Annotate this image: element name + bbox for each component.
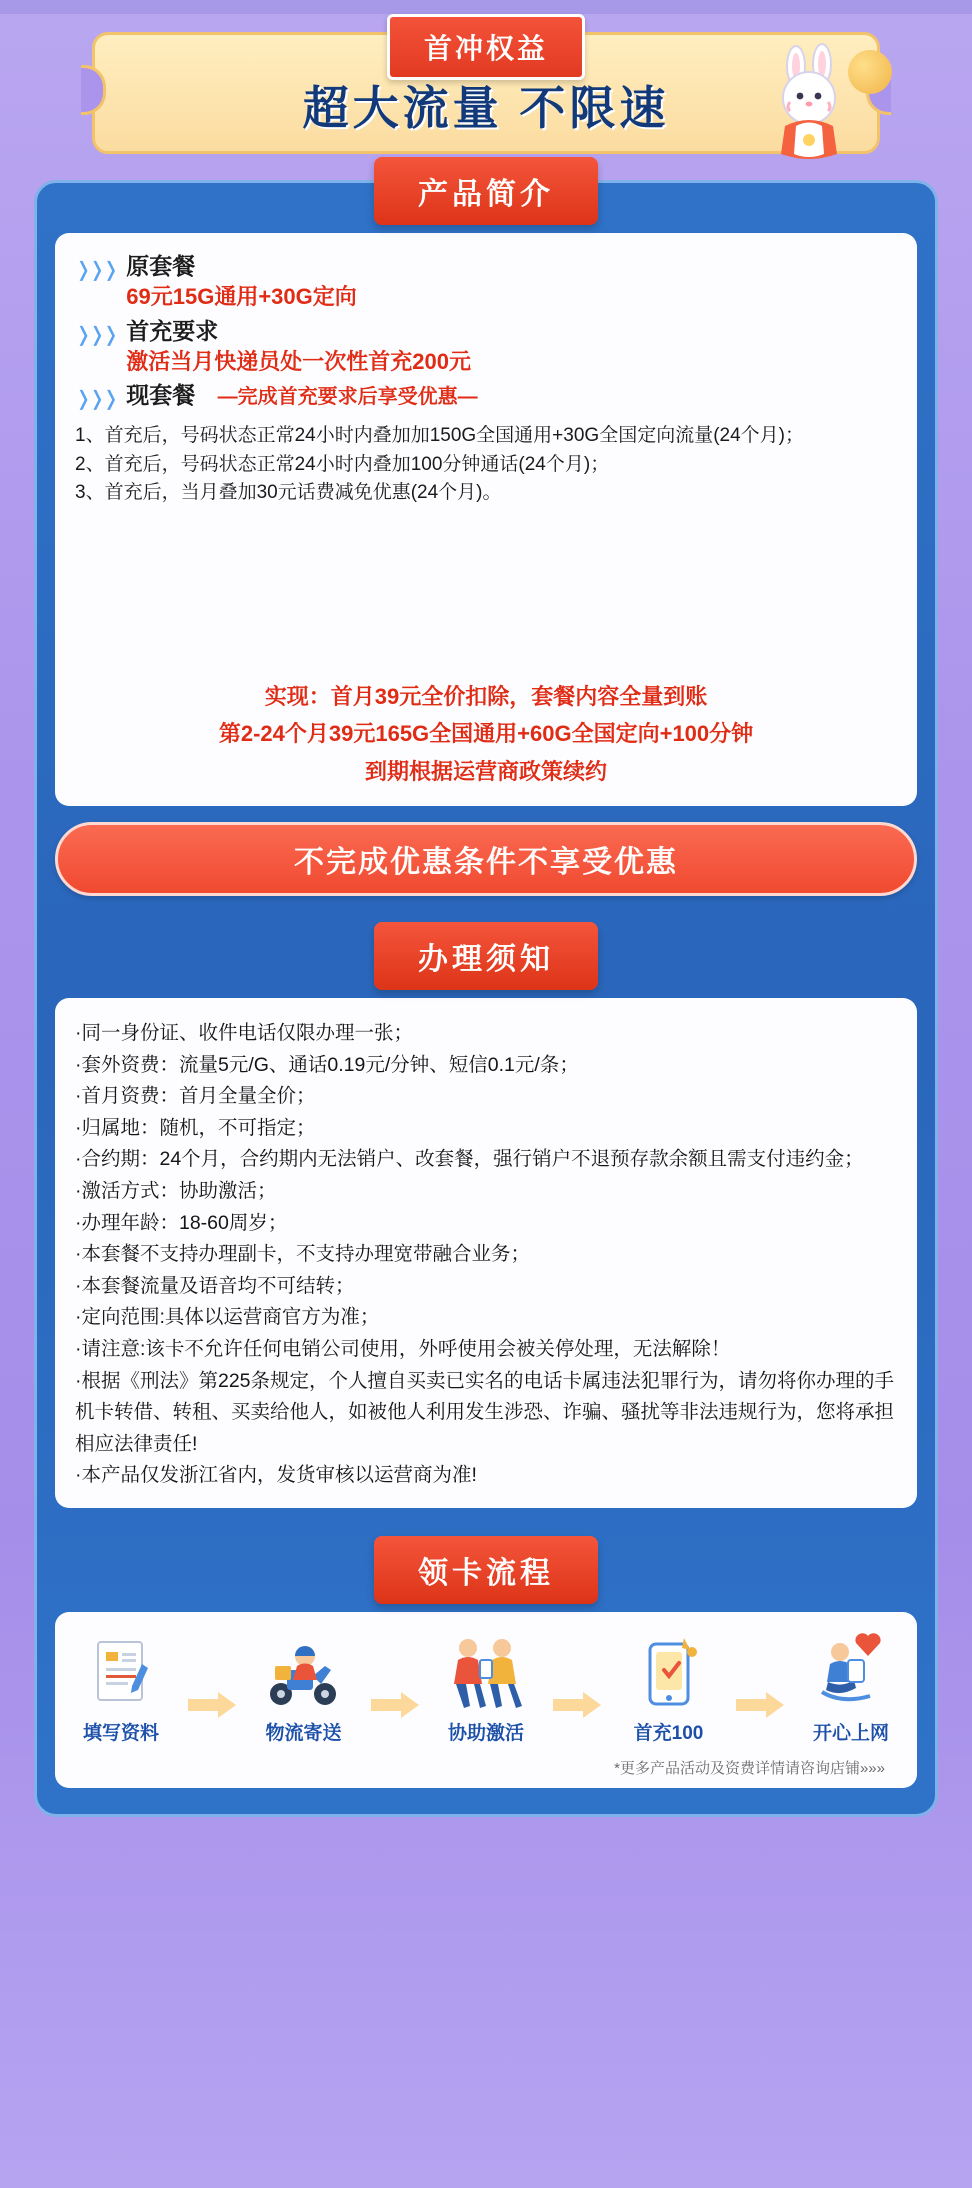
product-intro-card bbox=[55, 233, 917, 806]
bottom-padding bbox=[0, 1817, 972, 1857]
main-panel bbox=[34, 180, 938, 1817]
flow-heading bbox=[37, 1536, 935, 1598]
intro-row bbox=[75, 316, 897, 377]
product-intro-heading bbox=[37, 157, 935, 219]
notice-item: ·本套餐流量及语音均不可结转； bbox=[75, 1274, 355, 1297]
notice-item: ·根据《刑法》第225条规定，个人擅自买卖已实名的电话卡属违法犯罪行为，请勿将你办理的手机卡转借、转租、买卖给他人，如被他人利用发生涉恐、诈骗、骚扰等非法违规行为，您将承担相应法律责任! bbox=[75, 1369, 895, 1455]
flow-heading-label: 领卡流程 bbox=[374, 1536, 598, 1604]
form-document-icon bbox=[65, 1630, 177, 1710]
notice-item: ·归属地：随机，不可指定； bbox=[75, 1116, 316, 1139]
term-item: 1、首充后，号码状态正常24小时内叠加加150G全国通用+30G全国定向流量(24个月)； bbox=[75, 425, 804, 447]
flow-step bbox=[430, 1630, 542, 1745]
first-recharge-ribbon: 首冲权益 bbox=[387, 14, 585, 80]
happy-surfing-icon bbox=[795, 1630, 907, 1710]
notice-item: ·套外资费：流量5元/G、通话0.19元/分钟、短信0.1元/条； bbox=[75, 1053, 579, 1076]
notice-item: ·定向范围:具体以运营商官方为准； bbox=[75, 1306, 380, 1329]
chevron-right-icon: ❭❭❭ bbox=[75, 259, 117, 281]
intro-row-title: 首充要求 bbox=[126, 317, 219, 344]
notice-item: ·首月资费：首月全量全价； bbox=[75, 1085, 316, 1108]
notice-item: ·合约期：24个月，合约期内无法销户、改套餐，强行销户不退预存款余额且需支付违约金； bbox=[75, 1148, 864, 1171]
flow-step bbox=[613, 1630, 725, 1745]
chevron-right-icon: ❭❭❭ bbox=[75, 388, 117, 411]
flow-step-label: 物流寄送 bbox=[265, 1722, 342, 1744]
flow-arrow-icon bbox=[733, 1665, 787, 1745]
intro-row-title-text: 现套餐 bbox=[126, 382, 196, 409]
phone-recharge-icon bbox=[613, 1630, 725, 1710]
rabbit-mascot-icon bbox=[752, 42, 872, 162]
warning-pill: 不完成优惠条件不享受优惠 bbox=[55, 822, 917, 896]
highlight-item: 实现：首月39元全价扣除，套餐内容全量到账 bbox=[264, 683, 708, 709]
assist-activate-people-icon bbox=[430, 1630, 542, 1710]
intro-row bbox=[75, 380, 897, 414]
flow-arrow-icon bbox=[550, 1665, 604, 1745]
flow-footnote: *更多产品活动及资费详情请咨询店铺»»» bbox=[614, 1759, 885, 1777]
notice-heading-label: 办理须知 bbox=[374, 922, 598, 990]
flow-step bbox=[795, 1630, 907, 1745]
flow-step-label: 协助激活 bbox=[447, 1722, 524, 1744]
notice-card bbox=[55, 998, 917, 1508]
flow-arrow-icon bbox=[368, 1665, 422, 1745]
flow-step bbox=[248, 1630, 360, 1745]
product-intro-heading-label: 产品简介 bbox=[374, 157, 598, 225]
top-banner bbox=[78, 14, 894, 154]
intro-row-note: —完成首充要求后享受优惠— bbox=[217, 386, 478, 409]
notice-heading bbox=[37, 922, 935, 984]
notice-list bbox=[75, 1018, 897, 1492]
notice-item: ·请注意:该卡不允许任何电销公司使用，外呼使用会被关停处理，无法解除！ bbox=[75, 1337, 731, 1360]
term-item: 2、首充后，号码状态正常24小时内叠加100分钟通话(24个月)； bbox=[75, 453, 610, 475]
notice-item: ·办理年龄：18-60周岁； bbox=[75, 1211, 288, 1234]
delivery-scooter-icon bbox=[248, 1630, 360, 1710]
flow-step bbox=[65, 1630, 177, 1745]
flow-card bbox=[55, 1612, 917, 1788]
intro-row bbox=[75, 251, 897, 312]
intro-spacer bbox=[75, 508, 897, 668]
flow-steps bbox=[65, 1630, 907, 1745]
notice-item: ·本套餐不支持办理副卡，不支持办理宽带融合业务； bbox=[75, 1243, 530, 1266]
notice-item: ·激活方式：协助激活； bbox=[75, 1180, 277, 1203]
highlight-item: 到期根据运营商政策续约 bbox=[364, 758, 607, 784]
flow-step-label: 填写资料 bbox=[82, 1722, 159, 1744]
chevron-right-icon: ❭❭❭ bbox=[75, 323, 117, 346]
flow-step-label: 首充100 bbox=[633, 1722, 704, 1744]
notice-item: ·本产品仅发浙江省内，发货审核以运营商为准! bbox=[75, 1464, 477, 1487]
highlight-block bbox=[75, 678, 897, 790]
intro-row-sub: 69元15G通用+30G定向 bbox=[126, 284, 357, 310]
intro-row-sub: 激活当月快递员处一次性首充200元 bbox=[126, 348, 471, 374]
intro-row-title bbox=[126, 380, 897, 411]
notice-item: ·同一身份证、收件电话仅限办理一张； bbox=[75, 1022, 413, 1045]
intro-row-title: 原套餐 bbox=[126, 253, 196, 279]
flow-step-label: 开心上网 bbox=[812, 1722, 889, 1744]
highlight-item: 第2-24个月39元165G全国通用+60G全国定向+100分钟 bbox=[218, 721, 754, 747]
banner-title: 超大流量 不限速 bbox=[302, 82, 670, 134]
term-item: 3、首充后，当月叠加30元话费减免优惠(24个月)。 bbox=[75, 482, 502, 504]
terms-list bbox=[75, 422, 897, 508]
flow-arrow-icon bbox=[185, 1665, 239, 1745]
